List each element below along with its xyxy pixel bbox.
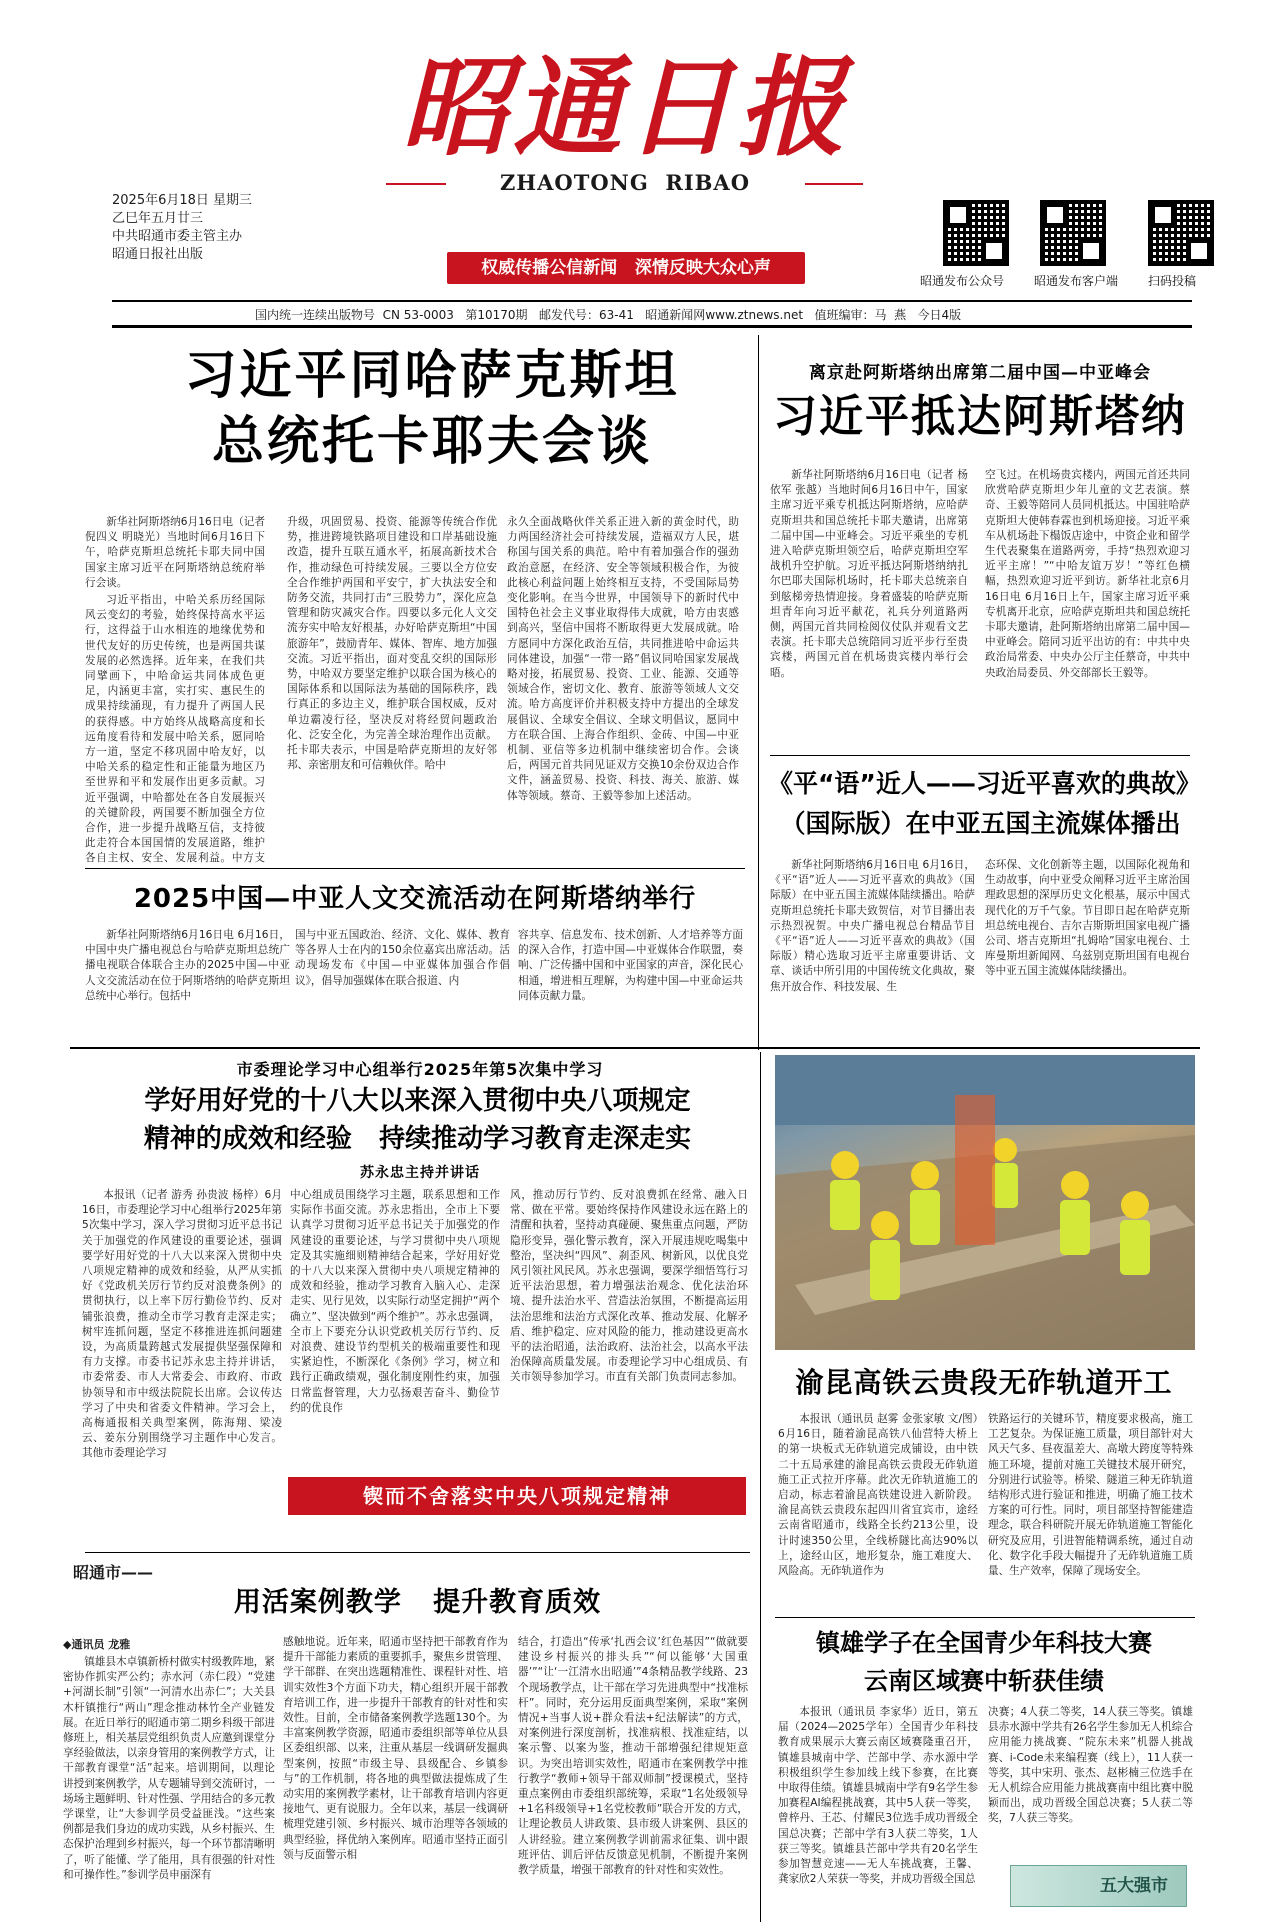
issue-date: 2025年6月18日 星期三 [112, 193, 253, 208]
article6-byline: ◆通讯员 龙雅 [63, 1638, 131, 1651]
article7-col1: 本报讯（通讯员 赵雾 金张家敏 文/图）6月16日，随着渝昆高铁八仙营特大桥上的第一块板式无砟轨道完成铺设，由中铁二十五局承建的渝昆高铁云贵段无砟轨道施工正式拉开序幕。此次无砟轨道施工的启动，标志着渝昆高铁建设进入新阶段。渝昆高铁云贵段东起四川省宜宾市，途经云南省昭通市，线路全长约213公里，设计时速350公里，全线桥隧比高达90%以上，途经山区，地形复杂，施工难度大、风险高。无砟轨道作为 [778, 1413, 978, 1578]
article2-headline: 习近平抵达阿斯塔纳 [773, 391, 1187, 442]
article8-col2: 决赛；4人获二等奖，14人获三等奖。镇雄县赤水源中学共有26名学生参加无人机综合应用能力挑战赛、“院东未来”机器人挑战赛、i-Code未来编程赛（线上），11人获一等奖，其中宋玥、张杰、赵彬楠三位选手在无人机综合应用能力挑战赛南中组比赛中脱颖而出，成功晋级全国总决赛；5人获二等奖，7人获三等奖。 [988, 1706, 1193, 1825]
article5-subhead: 苏永忠主持并讲话 [360, 1165, 480, 1181]
article3-col1: 新华社阿斯塔纳6月16日电 6月16日，中国中央广播电视总台与哈萨克斯坦总统广播电视联合体联合主办的2025中国—中亚人文交流活动在位于阿斯塔纳的哈萨克斯坦总统中心举行。包括中 [85, 929, 290, 1002]
qr-code-icon [1148, 200, 1214, 266]
article1-col3: 永久全面战略伙伴关系正进入新的黄金时代，助力两国经济社会可持续发展，造福双方人民，堪称国与国关系的典范。哈中有着加强合作的强劲政治意愿，在经济、安全等领域积极合作，为彼此核心利益问题上始终相互支持，不受国际局势变化影响。在当今世界，中国领导下的新时代中国特色社会主义事业取得伟大成就，哈方由衷感到高兴，坚信中国将不断取得更大发展成就。哈方愿同中方深化政治互信，共同推进哈中命运共同体建设，加强“一带一路”倡议同哈国家发展战略对接，拓展贸易、投资、工业、能源、交通等领域合作，密切文化、教育、旅游等领域人文交流。哈方高度评价并积极支持中方提出的全球发展倡议、全球安全倡议、全球文明倡议，愿同中方在联合国、上海合作组织、金砖、中国—中亚机制、亚信等多边机制中继续密切合作。会谈后，两国元首共同见证双方交换10余份双边合作文件，涵盖贸易、投资、科技、海关、旅游、媒体等领域。蔡奇、王毅等参加上述活动。 [507, 516, 739, 802]
five-strong-cities-badge [1010, 1865, 1187, 1907]
lunar-date: 乙巳年五月廿三 [112, 211, 204, 226]
construction-workers-photo [775, 1055, 1195, 1350]
article3-col3: 容共享、信息发布、技术创新、人才培养等方面的深入合作，打造中国—中亚媒体合作联盟，奏响、广泛传播中国和中亚国家的声音，深化民心相通，增进相互理解，为构建中国—中亚命运共同体贡献力量。 [518, 929, 743, 1002]
article5-banner-text: 锲而不舍落实中央八项规定精神 [363, 1484, 671, 1508]
article6-col1: 镇雄县木卓镇新桥村做实村级教阵地，紧密协作抓实严公约；赤水河（赤仁段）“党建+河湖长制”引领“一河清水出赤仁”；大关县木杆镇推行“两山”理念推动林竹全产业链发展。在近日举行的昭通市第二期乡科级干部进修班上，相关基层党组织负责人应邀到课堂分享经验做法，以亲身管用的案例教学方式，让干部教育课堂“活”起来。培训期间，以理论讲授到案例教学，从专题辅导到交流研讨，一场场主题鲜明、针对性强、学用结合的多元教学课堂，让“大参训学员受益匪浅。“这些案例都是我们身边的成功实践，从乡村振兴、生态保护治理到乡村振兴，每一个环节都清晰明了，听了能懂、学了能用，具有很强的针对性和可操作性。”参训学员申丽深有 [63, 1656, 275, 1881]
article8-col1: 本报讯（通讯员 李家华）近日，第五届（2024—2025学年）全国青少年科技教育成果展示大赛云南区域赛隆重召开，镇雄县城南中学、芒部中学、赤水源中学积极组织学生参加线上线下参赛，在比赛中取得佳绩。镇雄县城南中学有9名学生参加赛程AI编程挑战赛，其中5人获一等奖，曾梓丹、王芯、付耀民3位选手成功晋级全国总决赛；芒部中学有3人获二等奖，1人获三等奖。镇雄县芒部中学共有20名学生参加智慧竞速——无人车挑战赛，王馨、龚家欣2人荣获一等奖，并成功晋级全国总 [778, 1706, 978, 1886]
qr-label: 昭通发布公众号 [920, 274, 1005, 288]
article2-kicker: 离京赴阿斯塔纳出席第二届中国—中亚峰会 [809, 363, 1151, 383]
article7-headline: 渝昆高铁云贵段无砟轨道开工 [795, 1366, 1173, 1399]
article6-kicker: 昭通市—— [73, 1563, 154, 1582]
article4-col2: 态环保、文化创新等主题，以国际化视角和生动故事，向中亚受众阐释习近平主席治国理政思想的深厚历史文化根基，展示中国式现代化的万千气象。节目即日起在哈萨克斯坦总统电视台、吉尔吉斯斯坦国家电视广播公司、塔吉克斯坦“扎姆哈”国家电视台、土库曼斯坦新闻网、乌兹别克斯坦国有电视台等中亚五国主流媒体陆续播出。 [985, 859, 1190, 978]
article4-headline: 《平“语”近人——习近平喜欢的典故》 （国际版）在中亚五国主流媒体播出 [768, 769, 1201, 838]
article5-col2: 中心组成员围绕学习主题，联系思想和工作实际作书面交流。苏永忠指出，全市上下要认真学习贯彻习近平总书记关于加强党的作风建设的重要论述，与学习贯彻中央八项规定及其实施细则精神结合起来，学好用好党的十八大以来深入贯彻中央八项规定精神的成效和经验，推动学习教育入脑入心、走深走实、见行见效，以实际行动坚定拥护“两个确立”、坚决做到“两个维护”。苏永忠强调，全市上下要充分认识党政机关厉行节约、反对浪费、建设节约型机关的极端重要性和现实紧迫性，不断深化《条例》学习，树立和践行正确政绩观，强化制度刚性约束，加强日常监督管理，大力弘扬艰苦奋斗、勤俭节约的优良作 [290, 1189, 500, 1414]
article5-headline: 学好用好党的十八大以来深入贯彻中央八项规定 精神的成效和经验 持续推动学习教育走深走实 [143, 1086, 692, 1154]
article2-col2: 空飞过。在机场贵宾楼内，两国元首还共同欣赏哈萨克斯坦少年儿童的文艺表演。蔡奇、王毅等陪同人员同机抵达。中国驻哈萨克斯坦大使韩春霖也到机场迎接。习近平乘车从机场赴下榻饭店途中，中资企业和留学生代表聚集在道路两旁，手持“热烈欢迎习近平主席！”“中哈友谊万岁！”等红色横幅，热烈欢迎习近平到访。新华社北京6月16日电 6月16日上午，国家主席习近平乘专机离开北京，应哈萨克斯坦共和国总统托卡耶夫邀请，赴阿斯塔纳出席第二届中国—中亚峰会。陪同习近平出访的有：中共中央政治局常委、中央办公厅主任蔡奇，中共中央政治局委员、外交部部长王毅等。 [985, 469, 1190, 679]
article7-col2: 铁路运行的关键环节，精度要求极高，施工工艺复杂。为保证施工质量，项目部针对大风天气多、昼夜温差大、高墩大跨度等特殊施工环境，提前对施工关键技术展开研究，分别进行试验等。桥梁、隧道三种无砟轨道结构形式进行验证和推进，明确了施工技术方案的可行性。同时，项目部坚持智能建造理念，联合科研院开展无砟轨道施工智能化研究及应用，引进智能精调系统，通过自动化、数字化手段大幅提升了无砟轨道施工质量、生产效率，保障了现场安全。 [988, 1413, 1193, 1578]
article3-col2: 国与中亚五国政治、经济、文化、媒体、教育等各界人士在内的150余位嘉宾出席活动。活动现场发布《中国—中亚媒体加强合作倡议》，倡导加强媒体在联合报道、内 [295, 929, 510, 987]
info-bar: 国内统一连续出版物号 CN 53-0003 第10170期 邮发代号：63-41 昭通新闻网www.ztnews.net 值班编审：马 燕 今日4版 [255, 308, 962, 322]
masthead-title: 昭通日报 [400, 45, 849, 171]
masthead-pinyin: ZHAOTONG RIBAO [499, 170, 751, 195]
article5-col3: 风，推动厉行节约、反对浪费抓在经常、融入日常、做在平常。要始终保持作风建设永远在路上的清醒和执着，坚持动真碰硬、聚焦重点问题，严防隐形变异，强化警示教育，深入开展违规吃喝集中整治，坚决纠“四风”、刹歪风、树新风，以优良党风引领社风民风。苏永忠强调，要深学细悟笃行习近平法治思想，着力增强法治观念、优化法治环境、提升法治水平、营造法治氛围，不断提高运用法治思维和法治方式深化改革、推动发展、化解矛盾、维护稳定、应对风险的能力，推动建设更高水平的法治昭通，法治政府、法治社会，以高水平法治保障高质量发展。市委理论学习中心组成员、有关市领导参加学习。市直有关部门负责同志参加。 [510, 1189, 748, 1384]
slogan-banner [447, 252, 805, 284]
qr-label: 昭通发布客户端 [1034, 274, 1119, 288]
badge-text: 五大强市 [1100, 1876, 1168, 1896]
article6-headline: 用活案例教学 提升教育质效 [233, 1587, 602, 1618]
article8-headline: 镇雄学子在全国青少年科技大赛 云南区域赛中斩获佳绩 [816, 1629, 1152, 1695]
sponsor: 中共昭通市委主管主办 [112, 229, 243, 244]
article2-col1: 新华社阿斯塔纳6月16日电（记者 杨依军 张越）当地时间6月16日中午，国家主席习近平乘专机抵达阿斯塔纳，应哈萨克斯坦共和国总统托卡耶夫邀请，出席第二届中国—中亚峰会。习近平乘坐的专机进入哈萨克斯坦领空后，哈萨克斯坦空军战机升空护航。习近平抵达阿斯塔纳纳扎尔巴耶夫国际机场时，托卡耶夫总统亲自到舷梯旁热情迎接。身着盛装的哈萨克斯坦青年向习近平献花，礼兵分列道路两侧，两国元首共同检阅仪仗队并观看文艺表演。托卡耶夫总统陪同习近平步行至贵宾楼，两国元首在机场贵宾楼内举行会晤。 [770, 469, 968, 679]
article1-col2: 升级，巩固贸易、投资、能源等传统合作优势，推进跨境铁路项目建设和口岸基础设施改造，提升互联互通水平，拓展高新技术合作，推动绿色可持续发展。三要以全方位安全合作维护两国和平安宁，扩大执法安全和防务交流，共同打击“三股势力”，深化应急管理和防灾减灾合作。四要以多元化人文交流夯实中哈友好根基，办好哈萨克斯坦“中国旅游年”，鼓励青年、媒体、智库、地方加强交流。习近平指出，面对变乱交织的国际形势，中哈双方要坚定维护以联合国为核心的国际体系和以国际法为基础的国际秩序，践行真正的多边主义，维护联合国权威，反对单边霸凌行径，坚决反对将经贸问题政治化、泛安全化，为完善全球治理作出贡献。托卡耶夫表示，中国是哈萨克斯坦的友好邻邦、亲密朋友和可信赖伙伴。哈中 [287, 516, 497, 772]
article4-col1: 新华社阿斯塔纳6月16日电 6月16日，《平“语”近人——习近平喜欢的典故》（国际版）在中亚五国主流媒体陆续播出。哈萨克斯坦总统托卡耶夫致贺信，对节目播出表示热烈祝贺。中央广播电视总台精品节目《平“语”近人——习近平喜欢的典故》（国际版）精心选取习近平主席重要讲话、文章、谈话中所引用的中国传统文化典故，聚焦开放合作、科技发展、生 [770, 859, 975, 993]
article5-kicker: 市委理论学习中心组举行2025年第5次集中学习 [236, 1060, 604, 1079]
publisher: 昭通日报社出版 [112, 247, 204, 262]
slogan-text: 权威传播公信新闻 深情反映大众心声 [481, 258, 771, 278]
photo-illustration [775, 1055, 1195, 1350]
article3-headline: 2025中国—中亚人文交流活动在阿斯塔纳举行 [133, 884, 697, 914]
article5-col1: 本报讯（记者 游秀 孙贵波 杨梓）6月16日，市委理论学习中心组举行2025年第5次集中学习，深入学习贯彻习近平总书记关于加强党的作风建设的重要论述，强调要学好用好党的十八大以来深入贯彻中央八项规定精神的成效和经验，从严从实抓好《党政机关厉行节约反对浪费条例》的贯彻执行，以上率下厉行勤俭节约、反对铺张浪费，推动全市学习教育走深走实；树牢连抓问题，坚定不移推进连抓问题建设，为高质量跨越式发展提供坚强保障和有力支撑。市委书记苏永忠主持并讲话，市委常委、市人大常委会、市政府、市政协领导和市中级法院院长出席。会议传达学习了中央和省委文件精神。学习会上，高梅通报相关典型案例，陈海翔、梁凌云、姜东分别围绕学习主题作中心发言。其他市委理论学习 [82, 1189, 282, 1460]
qr-code-icon [1040, 200, 1106, 266]
article1-headline: 习近平同哈萨克斯坦 总统托卡耶夫会谈 [184, 346, 680, 472]
article6-col3: 结合，打造出“传承‘扎西会议’红色基因”“做就要建设乡村振兴的排头兵”“何以能够‘大国重器’”“让‘一江清水出昭通’”4条精品教学线路、23个现场教学点，让干部在学习先进典型中“找准标杆”。同时，充分运用反面典型案例，采取“案例情况+当事人说+群众看法+纪法解读”的方式，对案例进行深度剖析，找准病根、找准症结，以案示警、以案为鉴，推动干部增强纪律规矩意识。为突出培训实效性，昭通市在案例教学中推行教学“教师+领导干部双师制”授课模式，坚持重点案例由市委组织部统筹，采取“1名处级领导+1名科级领导+1名党校教师”联合开发的方式，让理论教员人讲政策、县市级人讲案例、县区的人讲经验。建立案例教学训前需求征集、训中跟班评估、训后评估反馈意见机制，不断提升案例教学质量，增强干部教育的针对性和实效性。 [518, 1636, 748, 1877]
qr-label: 扫码投稿 [1148, 274, 1197, 288]
article6-col2: 感触地说。近年来，昭通市坚持把干部教育作为提升干部能力素质的重要抓手，聚焦乡贯管理、学干部群、在突出选题精准性、课程针对性、培训实效性3个方面下功夫，精心组织开展干部教育培训工作，进一步提升干部教育的针对性和实效性。目前，全市储备案例教学选题130个。为丰富案例教学资源，昭通市委组织部等单位从县区委组织部、以来，注重从基层一线调研发掘典型案例，按照“市级主导、县级配合、乡镇参与”的工作机制，将各地的典型做法提炼成了生动实用的案例教学素材，让干部教育培训内容更接地气、更有说服力。全年以来，基层一线调研梳理党建引领、乡村振兴、城市治理等各领域的典型经验，择优纳入案例库。昭通市坚持正面引领与反面警示相 [283, 1636, 508, 1861]
article5-banner [288, 1477, 746, 1515]
qr-code-icon [943, 200, 1009, 266]
article1-col1: 新华社阿斯塔纳6月16日电（记者 倪四义 明晓光）当地时间6月16日下午，哈萨克斯坦总统托卡耶夫同中国国家主席习近平在阿斯塔纳总统府举行会谈。 习近平指出，中哈关系历经国际风云变幻的考验，始终保持高水平运行，这得益于山水相连的地缘优势和世代友好的历史传统，也是两国共谋发展的必然选择。近年来，在我们共同擘画下，中哈命运共同体成色更足，内涵更丰富，实打实、惠民生的成果持续涌现，有力提升了两国人民的获得感。中方始终从战略高度和长远角度看待和发展中哈关系，愿同哈方一道，坚定不移巩固中哈友好，以中哈关系的稳定性和正能量为地区乃至世界和平和发展作出更多贡献。习近平强调，中哈都处在各自发展振兴的关键阶段，两国要不断加强全方位合作，进一步提升战略互信，支持彼此走符合本国国情的发展道路，维护各自主权、安全、发展利益。中方支 [85, 516, 265, 865]
